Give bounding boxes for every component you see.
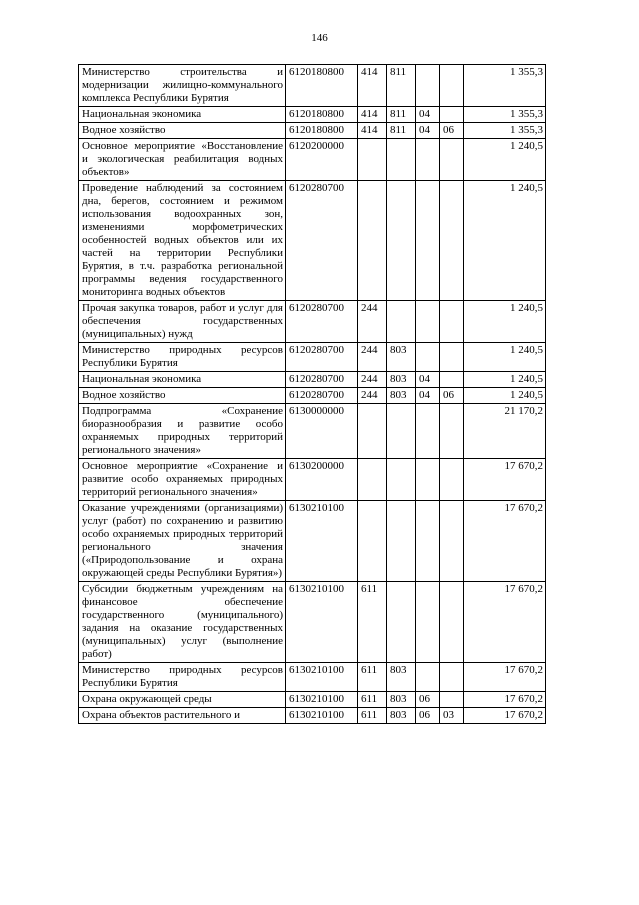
table-row bbox=[79, 343, 546, 372]
row-name-cell: Проведение наблюдений за состоянием дна, берегов, состоянием и режимом использования водоохранных зон, изменениями морфометрических особенностей водных объектов или их частей на территории Республики Бурятия, в т.ч. разработка региональной программы ведения государственного мониторинга водных объектов bbox=[79, 181, 286, 301]
expense-type-cell: 244 bbox=[358, 343, 387, 372]
row-name-cell: Министерство природных ресурсов Республики Бурятия bbox=[79, 343, 286, 372]
row-name-cell: Основное мероприятие «Восстановление и экологическая реабилитация водных объектов» bbox=[79, 139, 286, 181]
target-article-code-cell: 6120280700 bbox=[286, 301, 358, 343]
expense-type-cell: 244 bbox=[358, 301, 387, 343]
amount-cell: 1 240,5 bbox=[464, 301, 546, 343]
amount-cell: 1 355,3 bbox=[464, 65, 546, 107]
target-article-code-cell: 6130210100 bbox=[286, 501, 358, 582]
row-name-cell: Охрана окружающей среды bbox=[79, 692, 286, 708]
section-code-cell bbox=[416, 404, 440, 459]
subsection-code-cell: 03 bbox=[440, 708, 464, 724]
page-number: 146 bbox=[311, 32, 328, 44]
subsection-code-cell bbox=[440, 663, 464, 692]
budget-table bbox=[78, 64, 546, 724]
ministry-code-cell bbox=[387, 301, 416, 343]
row-name-cell: Охрана объектов растительного и bbox=[79, 708, 286, 724]
expense-type-cell bbox=[358, 181, 387, 301]
expense-type-cell: 414 bbox=[358, 107, 387, 123]
section-code-cell: 04 bbox=[416, 107, 440, 123]
amount-cell: 1 355,3 bbox=[464, 107, 546, 123]
expense-type-cell: 611 bbox=[358, 663, 387, 692]
table-row bbox=[79, 301, 546, 343]
section-code-cell bbox=[416, 343, 440, 372]
row-name-cell: Министерство природных ресурсов Республики Бурятия bbox=[79, 663, 286, 692]
section-code-cell bbox=[416, 459, 440, 501]
target-article-code-cell: 6130210100 bbox=[286, 582, 358, 663]
table-row bbox=[79, 459, 546, 501]
ministry-code-cell bbox=[387, 404, 416, 459]
ministry-code-cell bbox=[387, 139, 416, 181]
table-row bbox=[79, 708, 546, 724]
ministry-code-cell: 811 bbox=[387, 107, 416, 123]
table-row bbox=[79, 372, 546, 388]
table-row bbox=[79, 107, 546, 123]
target-article-code-cell: 6120180800 bbox=[286, 123, 358, 139]
target-article-code-cell: 6120280700 bbox=[286, 388, 358, 404]
target-article-code-cell: 6120200000 bbox=[286, 139, 358, 181]
subsection-code-cell bbox=[440, 372, 464, 388]
section-code-cell bbox=[416, 65, 440, 107]
amount-cell: 17 670,2 bbox=[464, 459, 546, 501]
budget-table-body bbox=[79, 65, 546, 724]
section-code-cell: 04 bbox=[416, 123, 440, 139]
row-name-cell: Прочая закупка товаров, работ и услуг для обеспечения государственных (муниципальных) нужд bbox=[79, 301, 286, 343]
ministry-code-cell: 803 bbox=[387, 663, 416, 692]
row-name-cell: Национальная экономика bbox=[79, 372, 286, 388]
amount-cell: 1 240,5 bbox=[464, 388, 546, 404]
table-row bbox=[79, 388, 546, 404]
ministry-code-cell: 811 bbox=[387, 123, 416, 139]
ministry-code-cell: 803 bbox=[387, 372, 416, 388]
ministry-code-cell: 803 bbox=[387, 708, 416, 724]
amount-cell: 17 670,2 bbox=[464, 708, 546, 724]
amount-cell: 1 240,5 bbox=[464, 181, 546, 301]
amount-cell: 1 355,3 bbox=[464, 123, 546, 139]
subsection-code-cell: 06 bbox=[440, 388, 464, 404]
expense-type-cell bbox=[358, 501, 387, 582]
amount-cell: 17 670,2 bbox=[464, 692, 546, 708]
target-article-code-cell: 6130210100 bbox=[286, 708, 358, 724]
expense-type-cell bbox=[358, 139, 387, 181]
target-article-code-cell: 6120180800 bbox=[286, 107, 358, 123]
amount-cell: 17 670,2 bbox=[464, 501, 546, 582]
amount-cell: 1 240,5 bbox=[464, 139, 546, 181]
table-row bbox=[79, 663, 546, 692]
section-code-cell: 04 bbox=[416, 388, 440, 404]
row-name-cell: Водное хозяйство bbox=[79, 123, 286, 139]
target-article-code-cell: 6120280700 bbox=[286, 181, 358, 301]
ministry-code-cell bbox=[387, 501, 416, 582]
section-code-cell bbox=[416, 181, 440, 301]
expense-type-cell: 414 bbox=[358, 65, 387, 107]
amount-cell: 1 240,5 bbox=[464, 343, 546, 372]
section-code-cell: 06 bbox=[416, 708, 440, 724]
section-code-cell bbox=[416, 663, 440, 692]
subsection-code-cell bbox=[440, 139, 464, 181]
expense-type-cell: 611 bbox=[358, 708, 387, 724]
subsection-code-cell: 06 bbox=[440, 123, 464, 139]
table-row bbox=[79, 501, 546, 582]
expense-type-cell: 414 bbox=[358, 123, 387, 139]
ministry-code-cell bbox=[387, 459, 416, 501]
subsection-code-cell bbox=[440, 459, 464, 501]
target-article-code-cell: 6120280700 bbox=[286, 343, 358, 372]
subsection-code-cell bbox=[440, 501, 464, 582]
row-name-cell: Водное хозяйство bbox=[79, 388, 286, 404]
ministry-code-cell bbox=[387, 582, 416, 663]
target-article-code-cell: 6120280700 bbox=[286, 372, 358, 388]
expense-type-cell: 244 bbox=[358, 372, 387, 388]
target-article-code-cell: 6130210100 bbox=[286, 663, 358, 692]
ministry-code-cell: 803 bbox=[387, 343, 416, 372]
table-row bbox=[79, 139, 546, 181]
row-name-cell: Подпрограмма «Сохранение биоразнообразия и развитие особо охраняемых природных территорий регионального значения» bbox=[79, 404, 286, 459]
section-code-cell bbox=[416, 139, 440, 181]
amount-cell: 1 240,5 bbox=[464, 372, 546, 388]
table-row bbox=[79, 582, 546, 663]
row-name-cell: Основное мероприятие «Сохранение и развитие особо охраняемых природных территорий регионального значения» bbox=[79, 459, 286, 501]
row-name-cell: Субсидии бюджетным учреждениям на финансовое обеспечение государственного (муниципального) задания на оказание государственных (муниципальных) услуг (выполнение работ) bbox=[79, 582, 286, 663]
table-row bbox=[79, 123, 546, 139]
expense-type-cell: 244 bbox=[358, 388, 387, 404]
section-code-cell bbox=[416, 301, 440, 343]
target-article-code-cell: 6130210100 bbox=[286, 692, 358, 708]
subsection-code-cell bbox=[440, 404, 464, 459]
subsection-code-cell bbox=[440, 107, 464, 123]
table-row bbox=[79, 692, 546, 708]
target-article-code-cell: 6130000000 bbox=[286, 404, 358, 459]
row-name-cell: Министерство строительства и модернизации жилищно-коммунального комплекса Республики Бурятия bbox=[79, 65, 286, 107]
expense-type-cell bbox=[358, 459, 387, 501]
section-code-cell: 06 bbox=[416, 692, 440, 708]
ministry-code-cell: 803 bbox=[387, 692, 416, 708]
subsection-code-cell bbox=[440, 692, 464, 708]
amount-cell: 21 170,2 bbox=[464, 404, 546, 459]
amount-cell: 17 670,2 bbox=[464, 663, 546, 692]
ministry-code-cell: 803 bbox=[387, 388, 416, 404]
subsection-code-cell bbox=[440, 343, 464, 372]
row-name-cell: Оказание учреждениями (организациями) услуг (работ) по сохранению и развитию особо охраняемых природных территорий регионального значения («Природопользование и охрана окружающей среды Республики Бурятия») bbox=[79, 501, 286, 582]
section-code-cell bbox=[416, 501, 440, 582]
table-row bbox=[79, 65, 546, 107]
subsection-code-cell bbox=[440, 582, 464, 663]
subsection-code-cell bbox=[440, 301, 464, 343]
row-name-cell: Национальная экономика bbox=[79, 107, 286, 123]
target-article-code-cell: 6130200000 bbox=[286, 459, 358, 501]
expense-type-cell: 611 bbox=[358, 582, 387, 663]
target-article-code-cell: 6120180800 bbox=[286, 65, 358, 107]
ministry-code-cell: 811 bbox=[387, 65, 416, 107]
section-code-cell: 04 bbox=[416, 372, 440, 388]
subsection-code-cell bbox=[440, 65, 464, 107]
section-code-cell bbox=[416, 582, 440, 663]
subsection-code-cell bbox=[440, 181, 464, 301]
expense-type-cell: 611 bbox=[358, 692, 387, 708]
table-row bbox=[79, 181, 546, 301]
amount-cell: 17 670,2 bbox=[464, 582, 546, 663]
table-row bbox=[79, 404, 546, 459]
ministry-code-cell bbox=[387, 181, 416, 301]
expense-type-cell bbox=[358, 404, 387, 459]
